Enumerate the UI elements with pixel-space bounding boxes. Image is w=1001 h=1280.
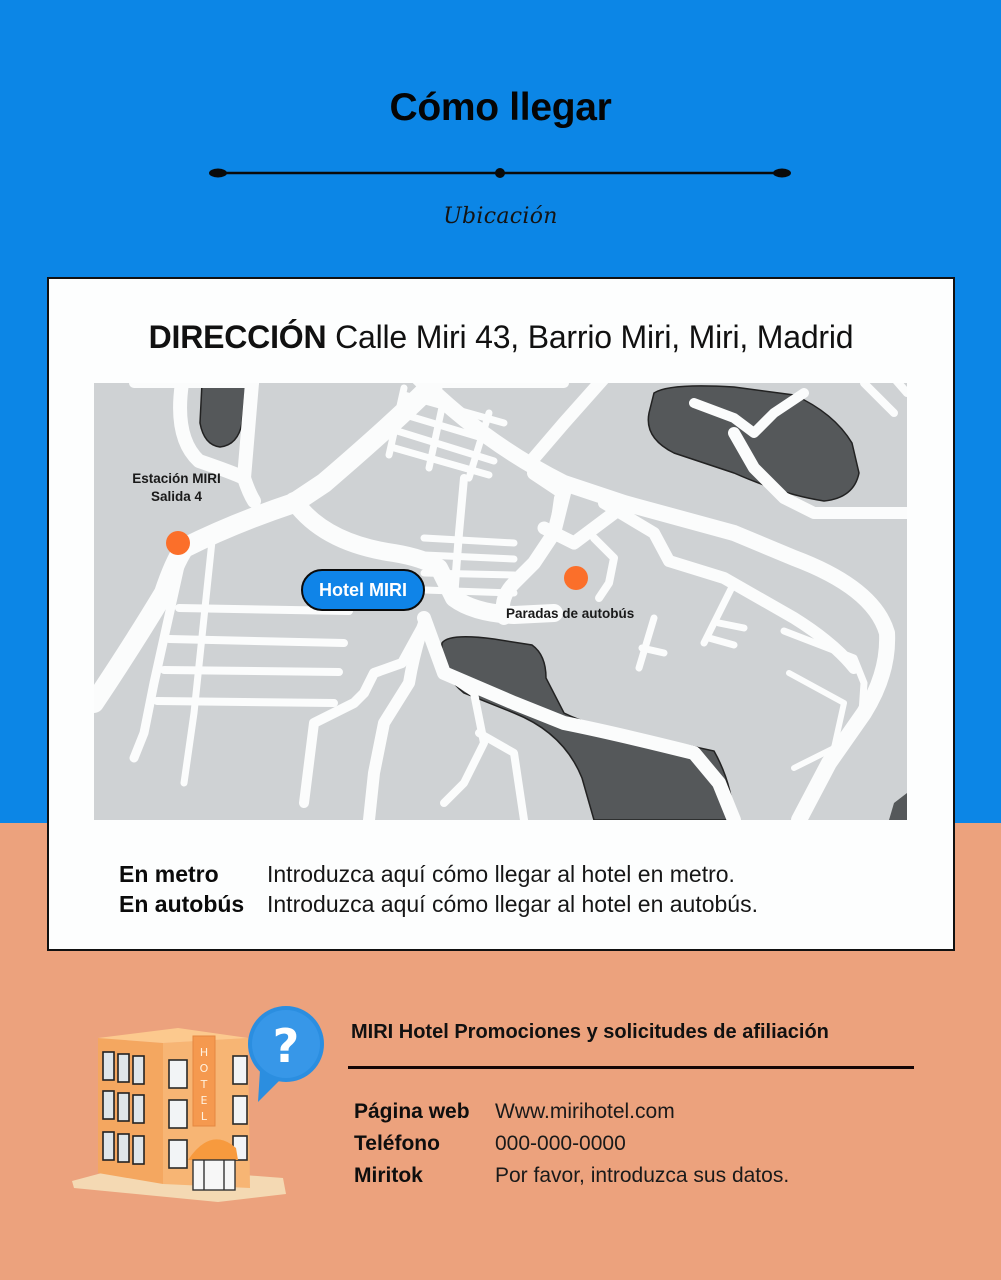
location-map[interactable] [94,383,907,820]
svg-text:E: E [200,1094,208,1107]
directions-row-bus [119,889,758,919]
svg-text:O: O [199,1062,209,1075]
contact-label: Página web [354,1100,470,1123]
map-label-metro-station: Estación MIRI Salida 4 [132,471,221,504]
directions-list [119,859,758,919]
hotel-question-icon [68,998,330,1208]
contact-list [354,1096,789,1192]
address-label: DIRECCIÓN [148,319,327,355]
page-title: Cómo llegar [389,86,612,129]
svg-text:?: ? [272,1019,300,1073]
miritok-value: Por favor, introduzca sus datos. [495,1164,790,1187]
page-subtitle: Ubicación [443,204,558,229]
map-graphic [94,383,907,820]
svg-text:H: H [199,1046,209,1059]
address-line [49,319,953,356]
hotel-location-badge[interactable]: Hotel MIRI [301,569,425,611]
water-body-bottom-right [889,793,907,820]
location-card [47,277,955,951]
contact-row-website [354,1096,789,1128]
directions-text: Introduzca aquí cómo llegar al hotel en metro. [267,861,735,887]
contact-row-miritok [354,1160,789,1192]
water-body-top-left [200,383,246,447]
svg-text:L: L [200,1110,208,1123]
address-value: Calle Miri 43, Barrio Miri, Miri, Madrid [335,319,854,355]
bus-stop-pin-icon[interactable] [564,566,588,590]
water-body-top-right [648,386,859,501]
contact-row-phone [354,1128,789,1160]
footer-title: MIRI Hotel Promociones y solicitudes de afiliación [351,1021,829,1043]
directions-row-metro [119,859,758,889]
directions-label: En autobús [119,891,245,917]
metro-station-pin-icon[interactable] [166,531,190,555]
website-link[interactable]: Www.mirihotel.com [495,1100,675,1123]
footer-divider [348,1066,914,1069]
contact-label: Miritok [354,1164,423,1187]
directions-text: Introduzca aquí cómo llegar al hotel en autobús. [267,891,758,917]
ornamental-divider [208,164,792,182]
map-label-bus-stop: Paradas de autobús [506,606,635,621]
directions-label: En metro [119,861,219,887]
phone-value: 000-000-0000 [495,1132,626,1155]
contact-label: Teléfono [354,1132,440,1155]
svg-text:T: T [200,1078,208,1091]
